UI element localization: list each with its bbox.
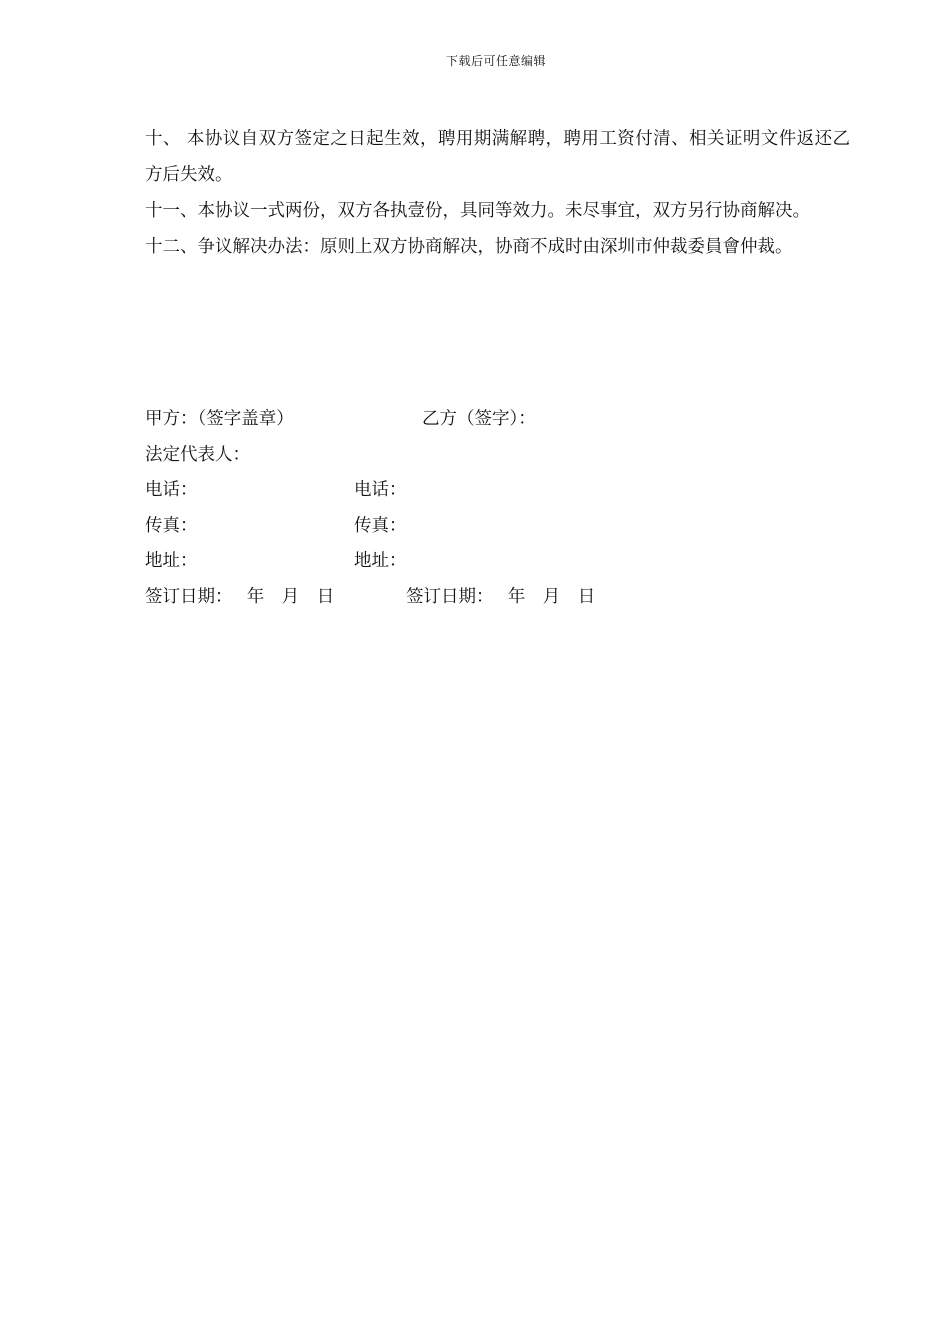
phone-b-label: 电话： <box>354 480 407 500</box>
header-note: 下载后可任意编辑 <box>445 54 546 68</box>
address-a-label: 地址： <box>145 551 198 571</box>
date-a-label: 签订日期： 年 月 日 <box>145 586 335 607</box>
fax-b-label: 传真： <box>354 515 407 536</box>
clause-list <box>145 121 850 265</box>
legal-rep-row <box>145 438 745 474</box>
date-row <box>145 580 745 616</box>
phone-a-label: 电话： <box>145 480 198 500</box>
clause-12: 十二、争议解决办法：原则上双方协商解决，协商不成时由深圳市仲裁委員會仲裁。 <box>145 237 793 257</box>
address-row <box>145 544 745 580</box>
signature-block <box>145 402 745 615</box>
party-a-label: 甲方：（签字盖章） <box>145 409 294 429</box>
fax-row <box>145 509 745 545</box>
clause-10: 十、 本协议自双方签定之日起生效，聘用期满解聘，聘用工资付清、相关证明文件返还乙方后失效。 <box>145 129 850 185</box>
date-b-label: 签订日期： 年 月 日 <box>406 586 596 607</box>
party-row <box>145 402 745 438</box>
fax-a-label: 传真： <box>145 515 198 536</box>
clause-11: 十一、本协议一式两份，双方各执壹份，具同等效力。未尽事宜，双方另行协商解决。 <box>145 201 810 221</box>
phone-row <box>145 473 745 509</box>
party-b-label: 乙方（签字）： <box>422 409 536 429</box>
address-b-label: 地址： <box>354 551 407 571</box>
legal-rep-label: 法定代表人： <box>145 444 250 465</box>
